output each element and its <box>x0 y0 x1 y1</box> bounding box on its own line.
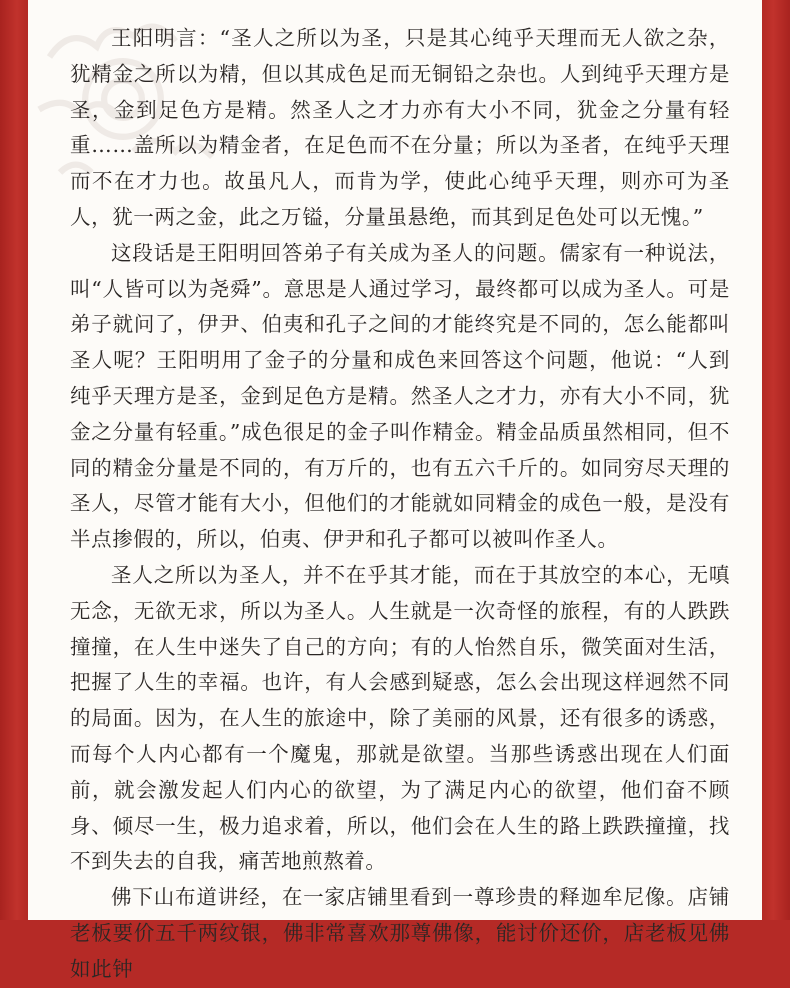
page-panel <box>28 0 762 981</box>
paragraph-wang-yangming-quote: 王阳明言：“圣人之所以为圣，只是其心纯乎天理而无人欲之杂，犹精金之所以为精，但以其成色足而无铜铅之杂也。人到纯乎天理方是圣，金到足色方是精。然圣人之才力亦有大小不同，犹金之分量有轻重……盖所以为精金者，在足色而不在分量；所以为圣者，在纯乎天理而不在才力也。故虽凡人，而肯为学，使此心纯乎天理，则亦可为圣人，犹一两之金，此之万镒，分量虽悬绝，而其到足色处可以无愧。” <box>70 26 730 229</box>
right-red-border <box>762 0 790 920</box>
paragraph-buddha-story: 佛下山布道讲经，在一家店铺里看到一尊珍贵的释迦牟尼像。店铺老板要价五千两纹银，佛非常喜欢那尊佛像，能讨价还价，店老板见佛如此钟 <box>70 885 730 981</box>
paragraph-explanation: 这段话是王阳明回答弟子有关成为圣人的问题。儒家有一种说法，叫“人皆可以为尧舜”。意思是人通过学习，最终都可以成为圣人。可是弟子就问了，伊尹、伯夷和孔子之间的才能终究是不同的，怎么能都叫圣人呢？王阳明用了金子的分量和成色来回答这个问题，他说：“人到纯乎天理方是圣，金到足色方是精。然圣人之才力，亦有大小不同，犹金之分量有轻重。”成色很足的金子叫作精金。精金品质虽然相同，但不同的精金分量是不同的，有万斤的，也有五六千斤的。如同穷尽天理的圣人，尽管才能有大小，但他们的才能就如同精金的成色一般，是没有半点掺假的，所以，伯夷、伊尹和孔子都可以被叫作圣人。 <box>70 240 730 552</box>
article-body <box>70 21 730 988</box>
paragraph-sage-heart: 圣人之所以为圣人，并不在乎其才能，而在于其放空的本心，无嗔无念，无欲无求，所以为圣人。人生就是一次奇怪的旅程，有的人跌跌撞撞，在人生中迷失了自己的方向；有的人怡然自乐，微笑面对生活，把握了人生的幸福。也许，有人会感到疑惑，怎么会出现这样迥然不同的局面。因为，在人生的旅途中，除了美丽的风景，还有很多的诱惑，而每个人内心都有一个魔鬼，那就是欲望。当那些诱惑出现在人们面前，就会激发起人们内心的欲望，为了满足内心的欲望，他们奋不顾身、倾尽一生，极力追求着，所以，他们会在人生的路上跌跌撞撞，找不到失去的自我，痛苦地煎熬着。 <box>70 562 730 874</box>
